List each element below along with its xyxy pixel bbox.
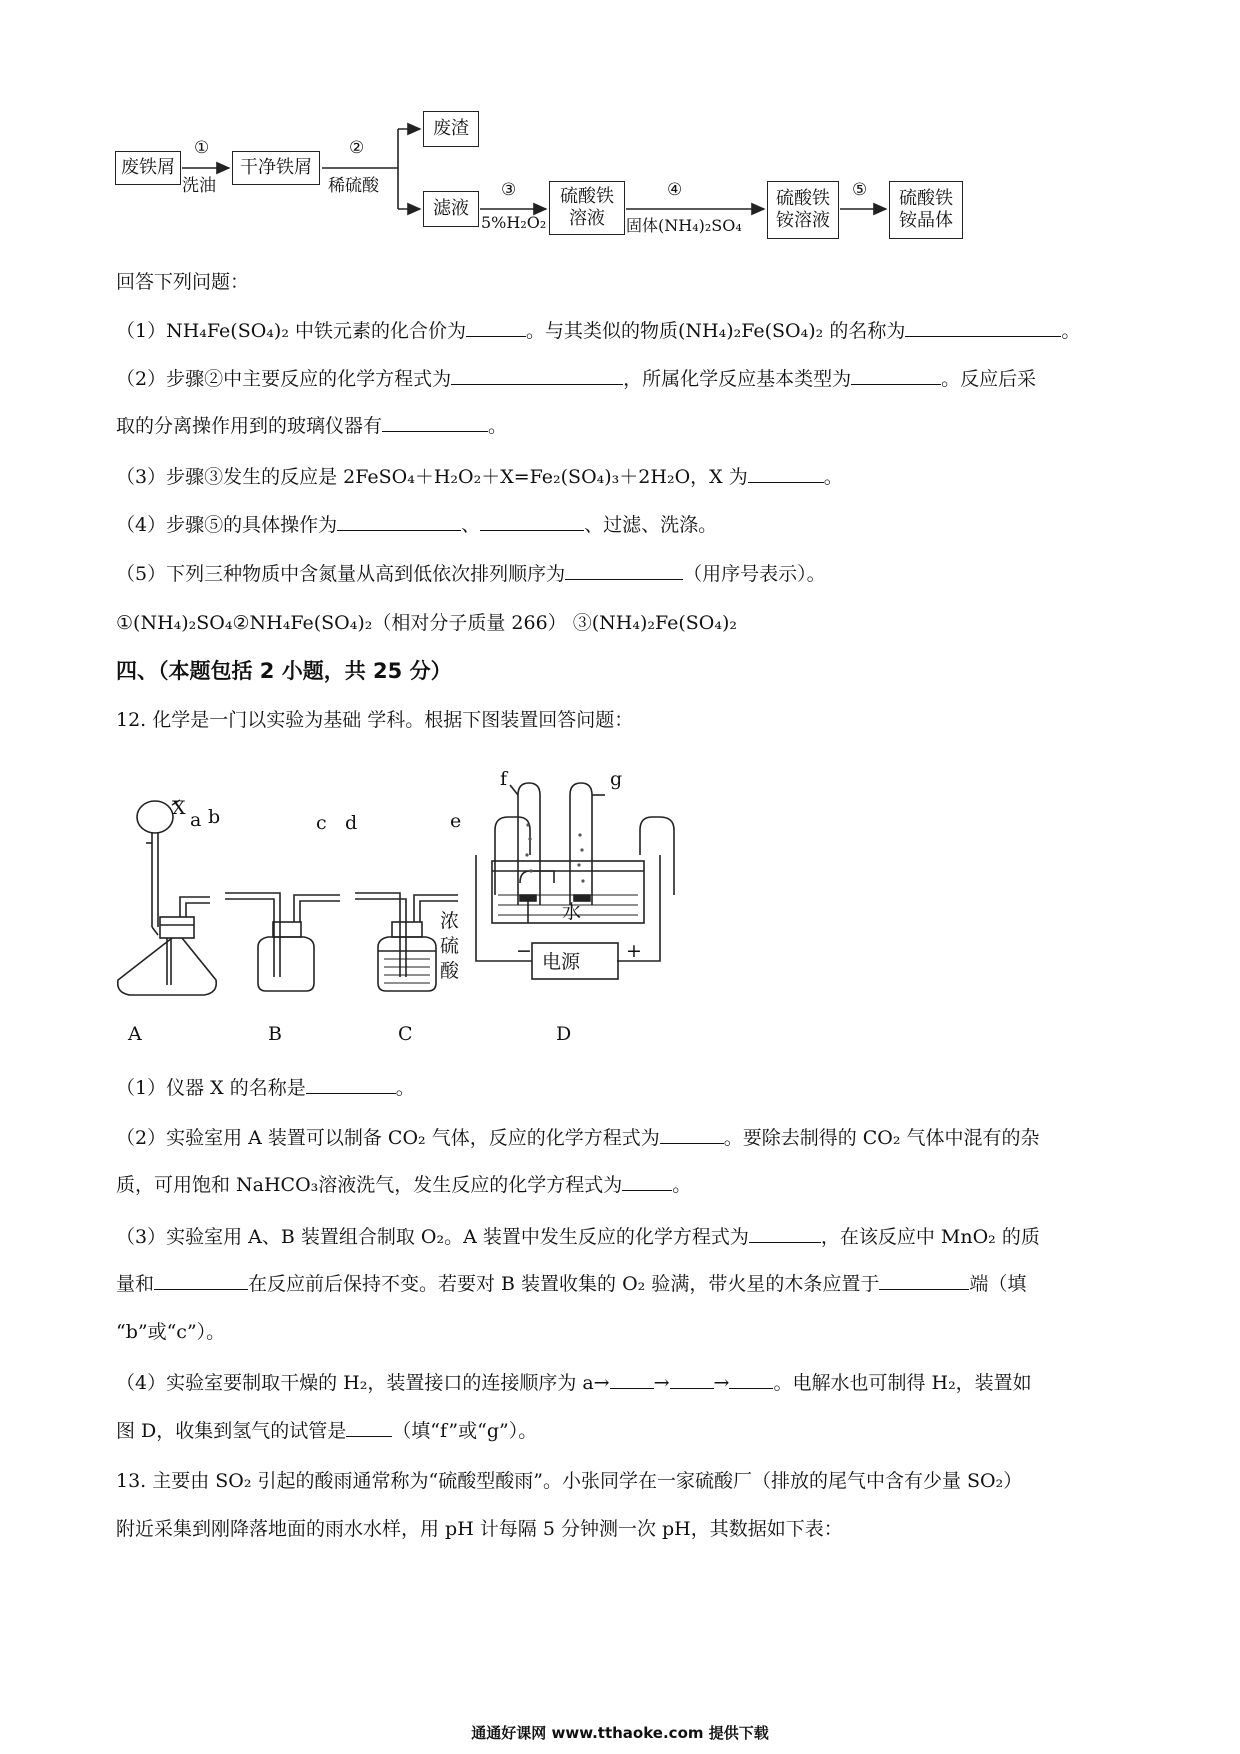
apparatus-d (476, 783, 674, 979)
label-x: X (172, 797, 186, 819)
q12-part2-line1: （2）实验室用 A 装置可以制备 CO₂ 气体，反应的化学方程式为 。要除去制得的 CO₂ 气体中混有的杂 (116, 1127, 1040, 1149)
answer-blank[interactable] (748, 464, 824, 483)
q11-part2-line2: 取的分离操作用到的玻璃仪器有 。 (116, 415, 508, 437)
q12-part3-line2: 量和 在反应前后保持不变。若要对 B 装置收集的 O₂ 验满，带火星的木条应置于 端（填 (116, 1273, 1027, 1295)
q11-part5: （5）下列三种物质中含氮量从高到低依次排列顺序为 （用序号表示）。 (116, 563, 826, 585)
q12-part4-line1: （4）实验室要制取干燥的 H₂，装置接口的连接顺序为 a→ → → 。电解水也可制得 H₂，装置如 (116, 1372, 1032, 1394)
label-negative: − (516, 940, 532, 962)
apparatus-b (225, 893, 340, 991)
label-positive: + (626, 940, 642, 962)
answer-blank[interactable] (306, 1075, 396, 1094)
box-iron-scrap: 废铁屑 (115, 151, 181, 185)
label-acid-2: 硫 (440, 935, 460, 957)
box-ammonium-ferric-sulfate-crystal: 硫酸铁 铵晶体 (889, 181, 963, 239)
q11-part2-line1: （2）步骤②中主要反应的化学方程式为 ，所属化学反应基本类型为 。反应后采 (116, 368, 1037, 390)
intro-line: 回答下列问题： (116, 271, 250, 293)
box-residue: 废渣 (423, 111, 479, 147)
apparatus-figure (100, 755, 740, 1055)
answer-blank[interactable] (337, 512, 461, 531)
gas-bubbles (525, 823, 584, 882)
answer-blank[interactable] (382, 413, 488, 432)
answer-blank[interactable] (622, 1172, 672, 1191)
q12-part3-line3: “b”或“c”）。 (116, 1321, 226, 1343)
label-acid-3: 酸 (440, 960, 460, 982)
q11-part5-options: ①(NH₄)₂SO₄②NH₄Fe(SO₄)₂（相对分子质量 266） ③(NH₄)₂Fe(SO₄)₂ (116, 612, 738, 634)
label-g: g (610, 768, 623, 790)
answer-blank[interactable] (905, 318, 1061, 337)
label-b: b (208, 806, 221, 828)
label-f: f (500, 768, 508, 790)
answer-blank[interactable] (480, 512, 584, 531)
caption-a: A (128, 1023, 142, 1045)
caption-b: B (268, 1023, 282, 1045)
q12-part2-line2: 质，可用饱和 NaHCO₃溶液洗气，发生反应的化学方程式为 。 (116, 1174, 692, 1196)
step-4-marker: ④ (667, 180, 683, 200)
caption-c: C (398, 1023, 413, 1045)
box-ferric-sulfate-solution: 硫酸铁 溶液 (549, 181, 625, 235)
q11-part4: （4）步骤⑤的具体操作为 、 、过滤、洗涤。 (116, 514, 718, 536)
label-c: c (316, 812, 327, 834)
answer-blank[interactable] (346, 1418, 392, 1437)
section-heading: 四、（本题包括 2 小题，共 25 分） (116, 659, 452, 683)
answer-blank[interactable] (154, 1271, 248, 1290)
step-1-marker: ① (194, 138, 210, 158)
apparatus-a (118, 800, 217, 995)
q13-line2: 附近采集到刚降落地面的雨水水样，用 pH 计每隔 5 分钟测一次 pH，其数据如下表： (116, 1518, 843, 1540)
caption-d: D (556, 1023, 572, 1045)
q11-part1: （1）NH₄Fe(SO₄)₂ 中铁元素的化合价为 。与其类似的物质(NH₄)₂Fe(SO₄)₂ 的名称为 。 (116, 320, 1081, 342)
step-2-marker: ② (349, 138, 365, 158)
answer-blank[interactable] (466, 318, 526, 337)
answer-blank[interactable] (660, 1125, 724, 1144)
answer-blank[interactable] (670, 1370, 714, 1389)
box-clean-iron: 干净铁屑 (232, 151, 320, 185)
q13-line1: 13. 主要由 SO₂ 引起的酸雨通常称为“硫酸型酸雨”。小张同学在一家硫酸厂（排放的尾气中含有少量 SO₂） (116, 1470, 1023, 1492)
answer-blank[interactable] (565, 561, 683, 580)
q12-part1: （1）仪器 X 的名称是 。 (116, 1077, 415, 1099)
label-water: 水 (562, 901, 582, 923)
label-power-supply: 电源 (542, 951, 581, 973)
page-footer: 通通好课网 www.tthaoke.com 提供下载 (471, 1724, 769, 1742)
answer-blank[interactable] (610, 1370, 654, 1389)
answer-blank[interactable] (451, 366, 623, 385)
step-3-marker: ③ (501, 180, 517, 200)
step-2-label: 稀硫酸 (328, 176, 379, 196)
step-5-marker: ⑤ (852, 180, 868, 200)
q11-part3: （3）步骤③发生的反应是 2FeSO₄＋H₂O₂＋X=Fe₂(SO₄)₃＋2H₂O，X 为 。 (116, 466, 843, 488)
step-4-label: 固体(NH₄)₂SO₄ (626, 216, 742, 235)
answer-blank[interactable] (729, 1370, 773, 1389)
answer-blank[interactable] (879, 1271, 969, 1290)
label-e: e (450, 810, 462, 832)
q12-part4-line2: 图 D，收集到氢气的试管是 （填“f”或“g”）。 (116, 1420, 538, 1442)
box-ammonium-ferric-sulfate-solution: 硫酸铁 铵溶液 (767, 181, 839, 239)
step-1-label: 洗油 (182, 176, 216, 196)
box-filtrate: 滤液 (423, 191, 479, 227)
q12-part3-line1: （3）实验室用 A、B 装置组合制取 O₂。A 装置中发生反应的化学方程式为 ，在该反应中 MnO₂ 的质 (116, 1226, 1040, 1248)
label-a: a (190, 809, 202, 831)
answer-blank[interactable] (749, 1224, 821, 1243)
answer-blank[interactable] (851, 366, 941, 385)
step-3-label: 5%H₂O₂ (481, 213, 547, 232)
label-d: d (345, 812, 358, 834)
q12-stem: 12. 化学是一门以实验为基础 学科。根据下图装置回答问题： (116, 709, 634, 731)
label-acid-1: 浓 (440, 910, 460, 932)
